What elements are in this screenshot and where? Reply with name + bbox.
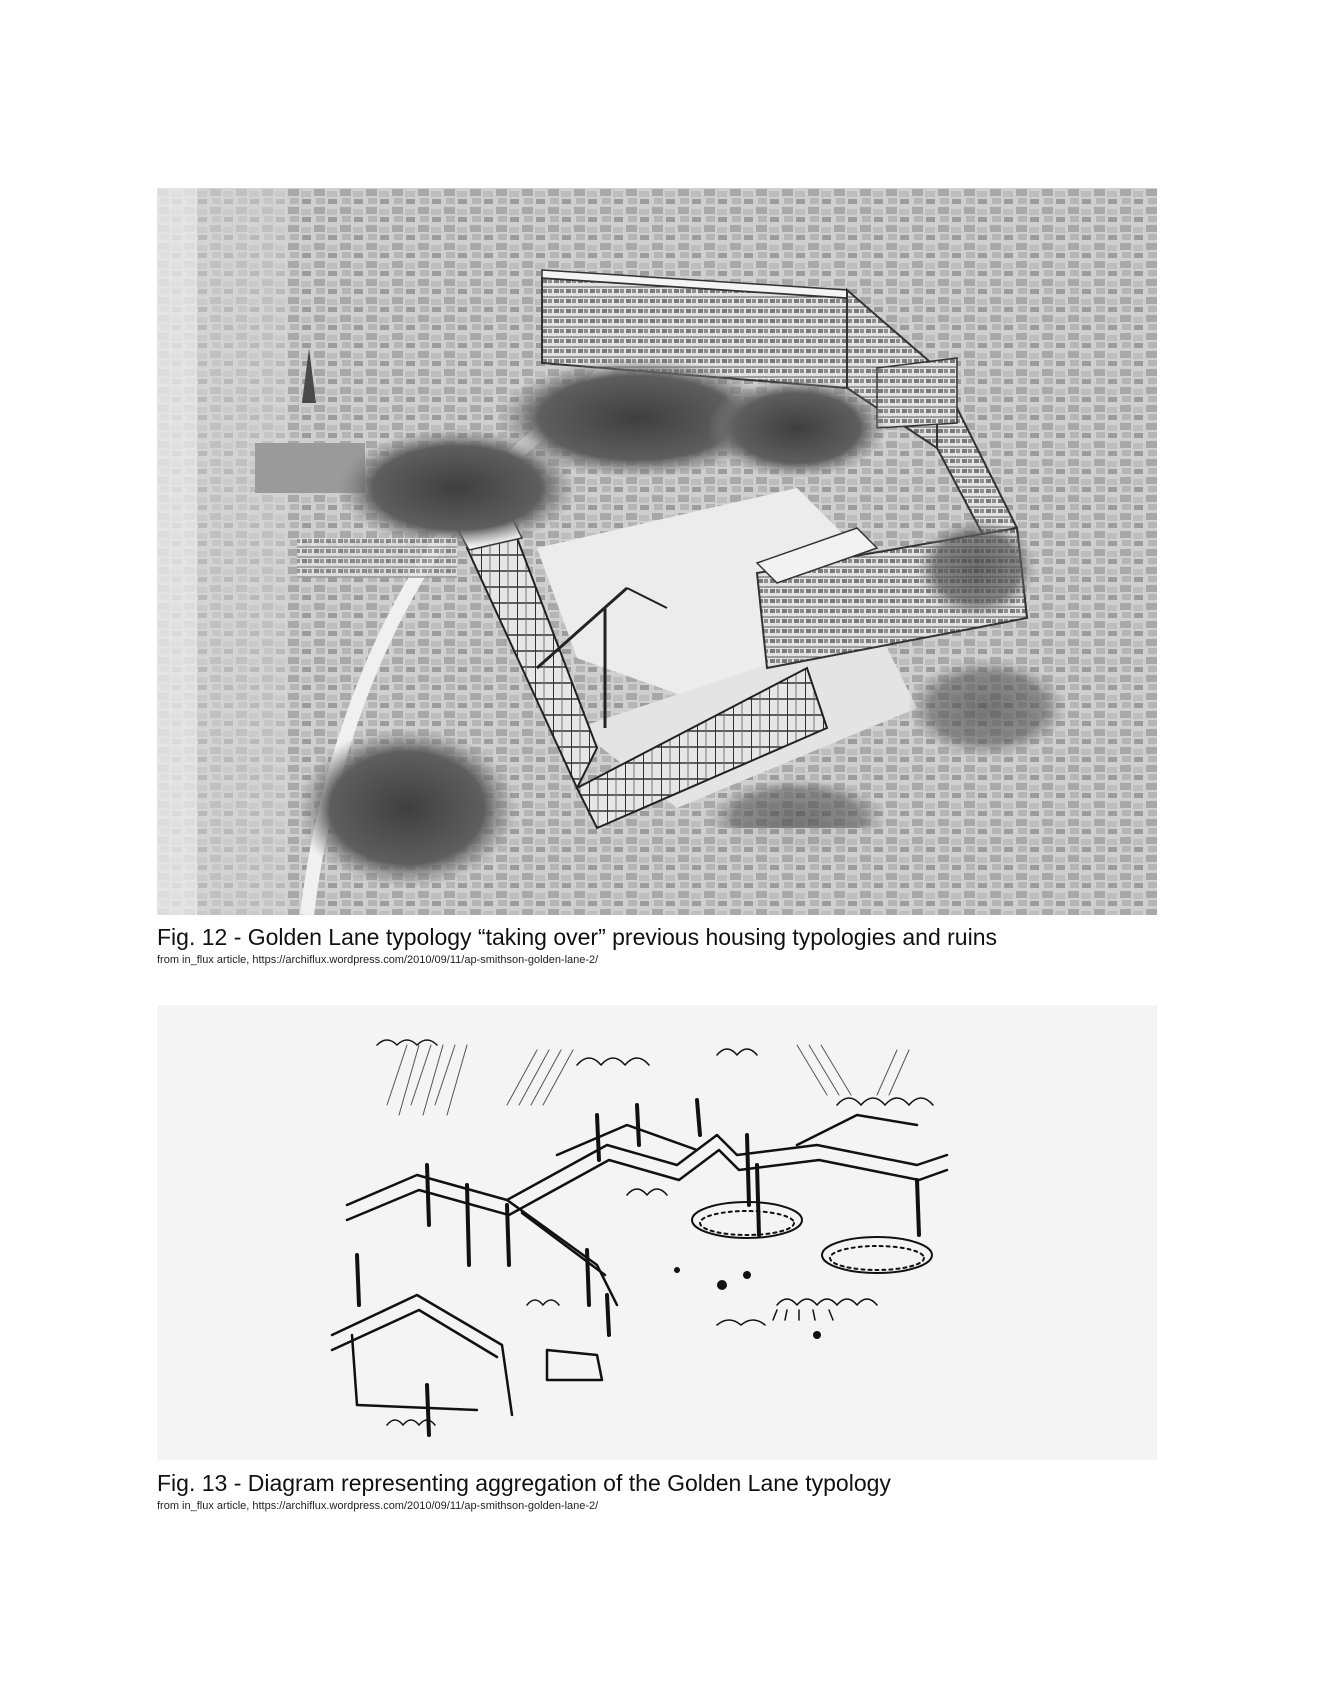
fig12-source-link[interactable]: from in_flux article, https://archiflux.wordpress.com/2010/09/11/ap-smithson-golden-lane-2/ <box>157 954 599 966</box>
fig12-aerial-photo <box>157 188 1157 915</box>
fig12-caption: Fig. 12 - Golden Lane typology “taking over” previous housing typologies and ruins <box>157 924 997 950</box>
fig13-source-link[interactable]: from in_flux article, https://archiflux.wordpress.com/2010/09/11/ap-smithson-golden-lane-2/ <box>157 1500 599 1512</box>
fig13-diagram-drawing <box>157 1005 1157 1460</box>
fig13-caption: Fig. 13 - Diagram representing aggregation of the Golden Lane typology <box>157 1470 891 1496</box>
